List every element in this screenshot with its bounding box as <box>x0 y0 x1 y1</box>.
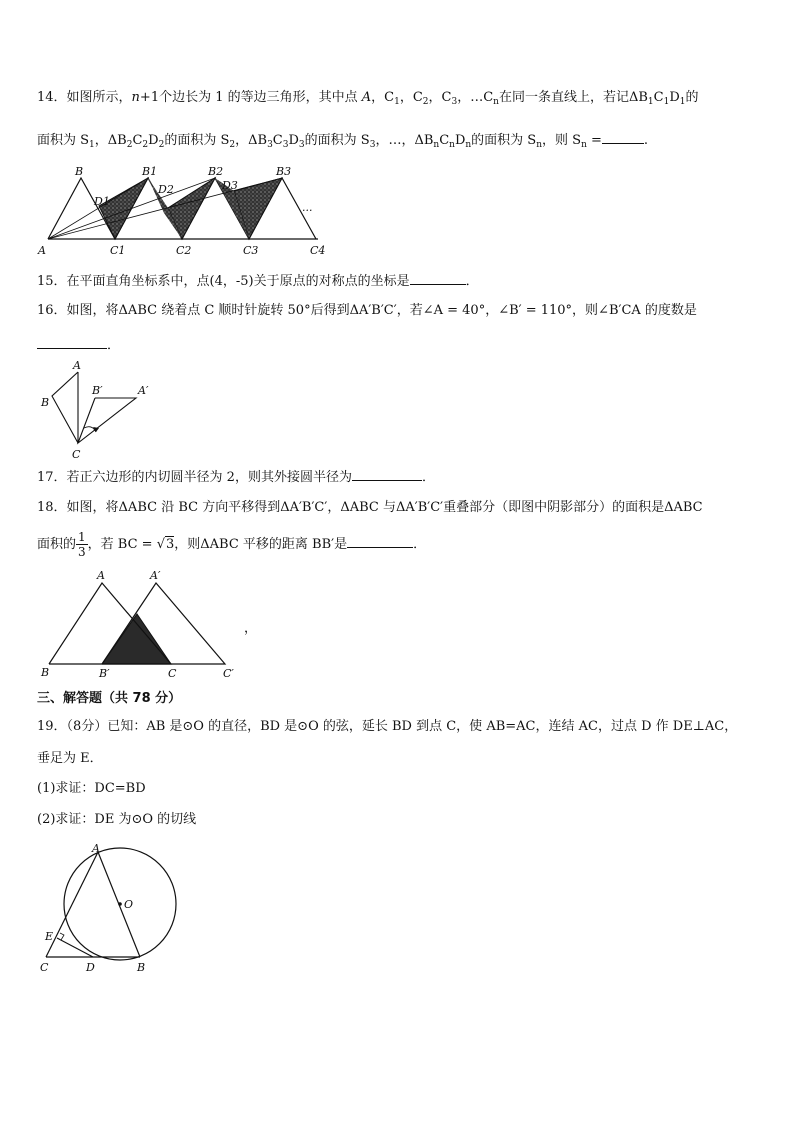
q19-line-1: 19．（8分）已知：AB 是⊙O 的直径，BD 是⊙O 的弦，延长 BD 到点 C，使 AB=AC，连结 AC，过点 D 作 DE⊥AC， <box>37 719 738 734</box>
q19-line-2: 垂足为 E． <box>37 751 103 766</box>
q14-label-C1: C1 <box>110 244 126 257</box>
section-3-title: 三、解答题（共 78 分） <box>37 691 182 706</box>
q19-label-A: A <box>92 842 100 855</box>
q14-shaded-triangle-2 <box>168 178 215 239</box>
q18-label-C: C <box>168 667 177 680</box>
q18-label-A: A <box>97 569 105 582</box>
q19-label-E: E <box>45 930 54 943</box>
q19-part-2: (2)求证：DE 为⊙O 的切线 <box>37 812 197 827</box>
q19-label-D: D <box>86 961 95 974</box>
q16-line-2: ． <box>37 336 120 355</box>
q18-trailing-comma: ， <box>244 621 258 636</box>
q16-figure <box>38 358 158 462</box>
q16-label-C: C <box>72 448 81 461</box>
q14-label-B3: B3 <box>276 165 292 178</box>
q19-label-B: B <box>137 961 146 974</box>
q16-label-B-prime: B′ <box>92 384 103 397</box>
q16-line-1: 16．如图，将ΔABC 绕着点 C 顺时针旋转 50°后得到ΔA′B′C′，若∠A = 40°，∠B′ = 110°，则∠B′CA 的度数是 <box>37 303 697 318</box>
q14-label-D3: D3 <box>222 179 238 192</box>
q18-label-B: B <box>41 666 50 679</box>
q18-fraction: $\frac{1}{3}$ <box>78 530 86 559</box>
q19-center-point <box>118 902 122 906</box>
q14-label-C4: C4 <box>310 244 326 257</box>
q18-label-C-prime: C′ <box>223 667 234 680</box>
q19-label-C: C <box>40 961 49 974</box>
q14-ellipsis: ... <box>302 201 313 214</box>
q18-line-1: 18．如图，将ΔABC 沿 BC 方向平移得到ΔA′B′C′，ΔABC 与ΔA′B′C′重叠部分（即图中阴影部分）的面积是ΔABC <box>37 500 703 515</box>
q18-line-2: 面积的 $\frac{1}{3}$ ，若 BC = √3，则ΔABC 平移的距离 BB′是 ． <box>37 530 427 559</box>
q16-label-A-prime: A′ <box>138 384 149 397</box>
q14-line-2: 面积为 $S_1$，$\Delta B_2C_2D_2$的面积为 $S_2$，$\Delta B_3C_3D_3$的面积为 $S_3$，…，$\Delta B_nC_nD_n$的面积为 $S_n$，则 $S_n$ = . <box>37 133 649 150</box>
q18-label-B-prime: B′ <box>99 667 110 680</box>
q18-sqrt-symbol: √ <box>156 537 165 552</box>
q15-line: 15．在平面直角坐标系中，点(4，-5)关于原点的对称点的坐标是 ． <box>37 274 479 289</box>
q18-answer-blank[interactable] <box>347 535 413 548</box>
q16-answer-blank[interactable] <box>37 336 107 349</box>
q14-line-1: 14．如图所示，n+1个边长为 1 的等边三角形，其中点 A，$C_1$，$C_2$，$C_3$，$\dots C_n$在同一条直线上，若记$\Delta B_1C_1D_1$的 <box>37 90 699 107</box>
q14-label-C2: C2 <box>176 244 192 257</box>
q14-shaded-triangle-3 <box>234 178 282 239</box>
q18-label-A-prime: A′ <box>150 569 161 582</box>
q19-label-O: O <box>124 898 134 911</box>
q15-answer-blank[interactable] <box>410 272 466 285</box>
q14-shaded-triangle-1 <box>99 178 148 239</box>
q16-label-B: B <box>41 396 50 409</box>
q14-label-C3: C3 <box>243 244 259 257</box>
q14-answer-blank[interactable] <box>602 131 644 144</box>
q14-figure <box>36 163 336 258</box>
q17-line: 17．若正六边形的内切圆半径为 2，则其外接圆半径为 ． <box>37 470 435 485</box>
q16-label-A: A <box>73 359 81 372</box>
q14-label-B: B <box>75 165 84 178</box>
q14-label-A: A <box>38 244 46 257</box>
q17-answer-blank[interactable] <box>352 468 422 481</box>
q14-label-D1: D1 <box>94 195 110 208</box>
q18-figure <box>38 566 243 681</box>
q14-label-B2: B2 <box>208 165 224 178</box>
q18-shaded-overlap <box>102 614 171 664</box>
q14-label-D2: D2 <box>158 183 174 196</box>
q14-label-B1: B1 <box>142 165 158 178</box>
q19-figure <box>38 842 183 977</box>
q19-part-1: (1)求证：DC=BD <box>37 781 146 796</box>
